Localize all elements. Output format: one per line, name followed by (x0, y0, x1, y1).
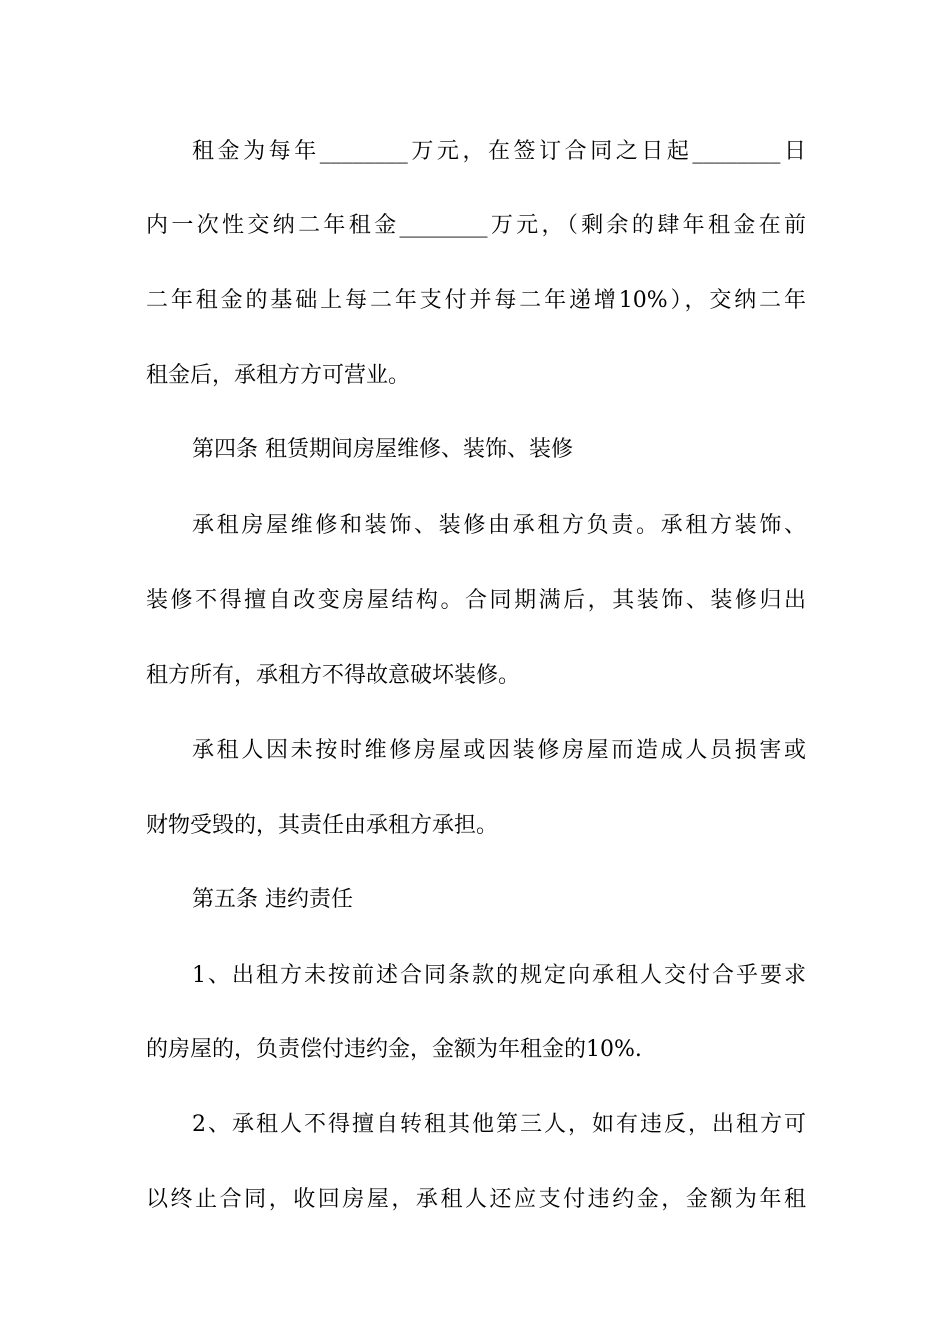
section-heading: 第五条 违约责任 (192, 887, 353, 912)
paragraph-line: 1、出租方未按前述合同条款的规定向承租人交付合乎要求 (192, 963, 806, 988)
paragraph-line: 租方所有，承租方不得故意破坏装修。 (146, 663, 521, 688)
paragraph-line: 租金后，承租方方可营业。 (146, 363, 411, 388)
paragraph-line: 装修不得擅自改变房屋结构。合同期满后，其装饰、装修归出 (146, 588, 806, 613)
paragraph-line: 租金为每年________万元，在签订合同之日起________日 (192, 139, 806, 164)
paragraph-line: 内一次性交纳二年租金________万元，（剩余的肆年租金在前 (146, 213, 806, 238)
paragraph-line: 2、承租人不得擅自转租其他第三人，如有违反，出租方可 (192, 1112, 806, 1137)
section-heading: 第四条 租赁期间房屋维修、装饰、装修 (192, 437, 573, 462)
paragraph-line: 承租人因未按时维修房屋或因装修房屋而造成人员损害或 (192, 738, 806, 763)
paragraph-line: 财物受毁的，其责任由承租方承担。 (146, 813, 499, 838)
paragraph-line: 二年租金的基础上每二年支付并每二年递增10%），交纳二年 (146, 288, 806, 313)
paragraph-line: 以终止合同，收回房屋，承租人还应支付违约金，金额为年租 (146, 1187, 806, 1212)
paragraph-line: 的房屋的，负责偿付违约金，金额为年租金的10%. (146, 1037, 642, 1062)
paragraph-line: 承租房屋维修和装饰、装修由承租方负责。承租方装饰、 (192, 513, 806, 538)
